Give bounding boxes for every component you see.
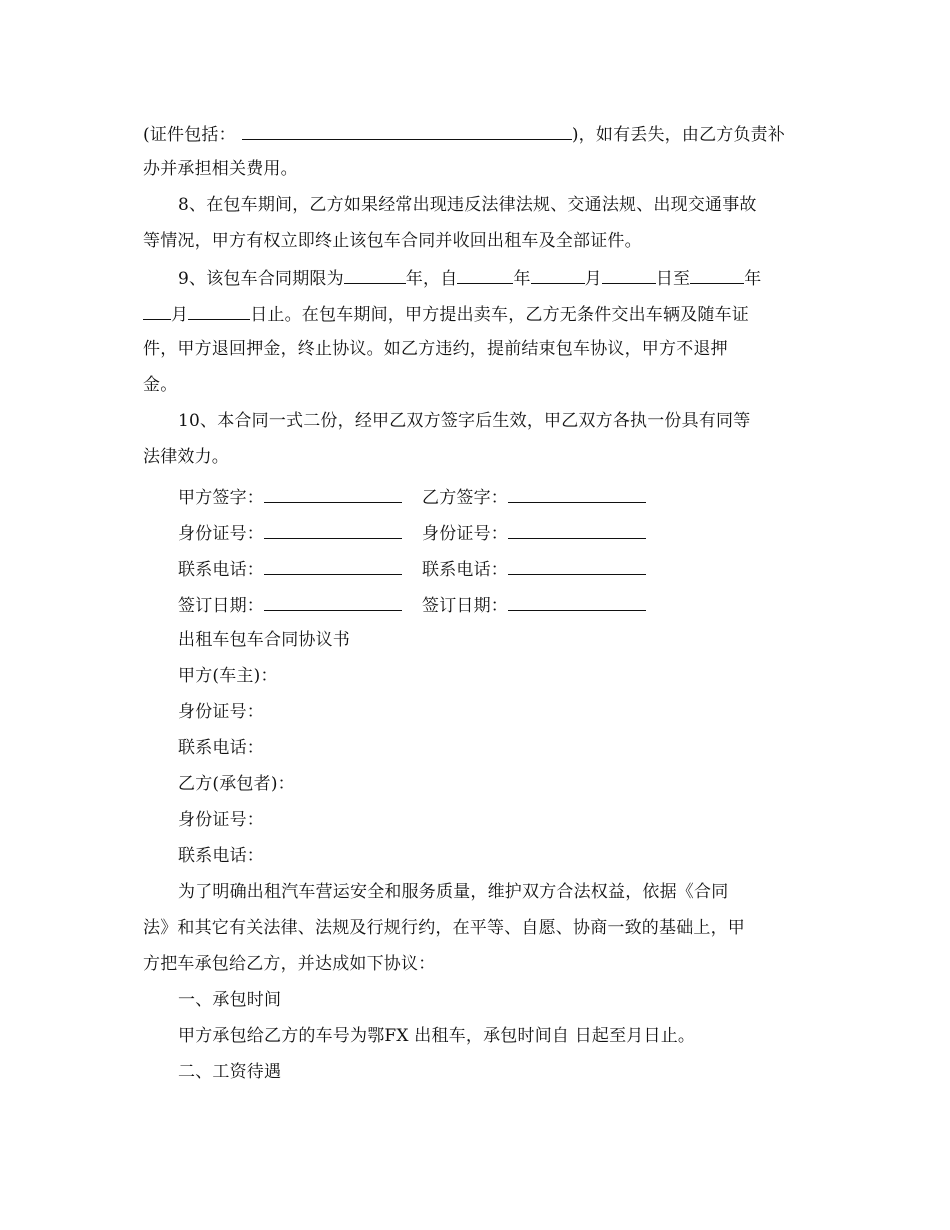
clause9-text: 日止。在包车期间，甲方提出卖车，乙方无条件交出车辆及随车证 [250,305,750,325]
party-b-phone-blank [508,556,646,575]
party-a-date-row [178,592,402,618]
party-a-phone-label: 联系电话： [178,560,264,580]
clause9-line3: 件，甲方退回押金，终止协议。如乙方违约，提前结束包车协议，甲方不退押 [143,339,728,359]
party-a-phone-row [178,556,402,582]
start-year-blank [457,265,513,284]
party-b-id-label: 身份证号： [422,524,508,544]
party-a-id-row [178,520,402,546]
party-b-id-line: 身份证号： [178,810,264,830]
month-label-2: 月 [171,305,189,325]
section2-title: 二、工资待遇 [178,1062,282,1082]
clause8-line1: 8、在包车期间，乙方如果经常出现违反法律法规、交通法规、出现交通事故 [178,195,757,215]
party-b-id-blank [508,520,646,539]
party-a-date-blank [264,592,402,611]
clause10-line2: 法律效力。 [143,447,229,467]
year-label-2: 年 [744,269,762,289]
party-b-phone-label: 联系电话： [422,560,508,580]
party-b-date-label: 签订日期： [422,596,508,616]
start-month-blank [531,265,585,284]
party-b-sign-row [422,484,646,510]
party-a-sign-row [178,484,402,510]
party-a-phone-line: 联系电话： [178,738,264,758]
clause9-line4: 金。 [143,375,178,395]
section1-title: 一、承包时间 [178,990,282,1010]
party-b-sign-label: 乙方签字： [422,488,508,508]
year-label: 年 [513,269,531,289]
end-day-blank [188,301,250,320]
clause10-line1: 10、本合同一式二份，经甲乙双方签字后生效，甲乙双方各执一份具有同等 [178,411,751,431]
party-b-date-blank [508,592,646,611]
term-label: 9、该包车合同期限为 [178,269,344,289]
end-year-blank [690,265,744,284]
party-a-sign-label: 甲方签字： [178,488,264,508]
term-years-blank [344,265,406,284]
section1-text: 甲方承包给乙方的车号为鄂FX 出租车，承包时间自 日起至月日止。 [178,1026,696,1046]
clause9-line1 [178,265,761,291]
end-month-blank [143,301,171,320]
intro-line2: 法》和其它有关法律、法规及行规行约，在平等、自愿、协商一致的基础上，甲 [143,918,745,938]
party-b-date-row [422,592,646,618]
intro-line3: 方把车承包给乙方，并达成如下协议： [143,954,436,974]
month-label: 月 [584,269,602,289]
party-b-id-row [422,520,646,546]
party-a-id-blank [264,520,402,539]
certificate-label: (证件包括： [143,125,236,145]
party-b-heading: 乙方(承包者)： [178,774,295,794]
party-b-sign-blank [508,484,646,503]
clause9-line2 [143,301,749,327]
contract-title: 出租车包车合同协议书 [178,630,350,650]
party-b-phone-row [422,556,646,582]
intro-line1: 为了明确出租汽车营运安全和服务质量，维护双方合法权益，依据《合同 [178,882,729,902]
clause8-line2: 等情况，甲方有权立即终止该包车合同并收回出租车及全部证件。 [143,231,642,251]
clause7-line1 [143,121,785,147]
loss-clause-text: )，如有丢失，由乙方负责补 [571,125,786,145]
party-a-id-label: 身份证号： [178,524,264,544]
party-b-phone-line: 联系电话： [178,846,264,866]
clause7-line2: 办并承担相关费用。 [143,159,298,179]
party-a-sign-blank [264,484,402,503]
year-from-label: 年，自 [405,269,458,289]
party-a-id-line: 身份证号： [178,702,264,722]
certificate-blank [242,121,572,140]
party-a-date-label: 签订日期： [178,596,264,616]
party-a-heading: 甲方(车主)： [178,666,278,686]
day-to-label: 日至 [655,269,691,289]
start-day-blank [602,265,656,284]
party-a-phone-blank [264,556,402,575]
